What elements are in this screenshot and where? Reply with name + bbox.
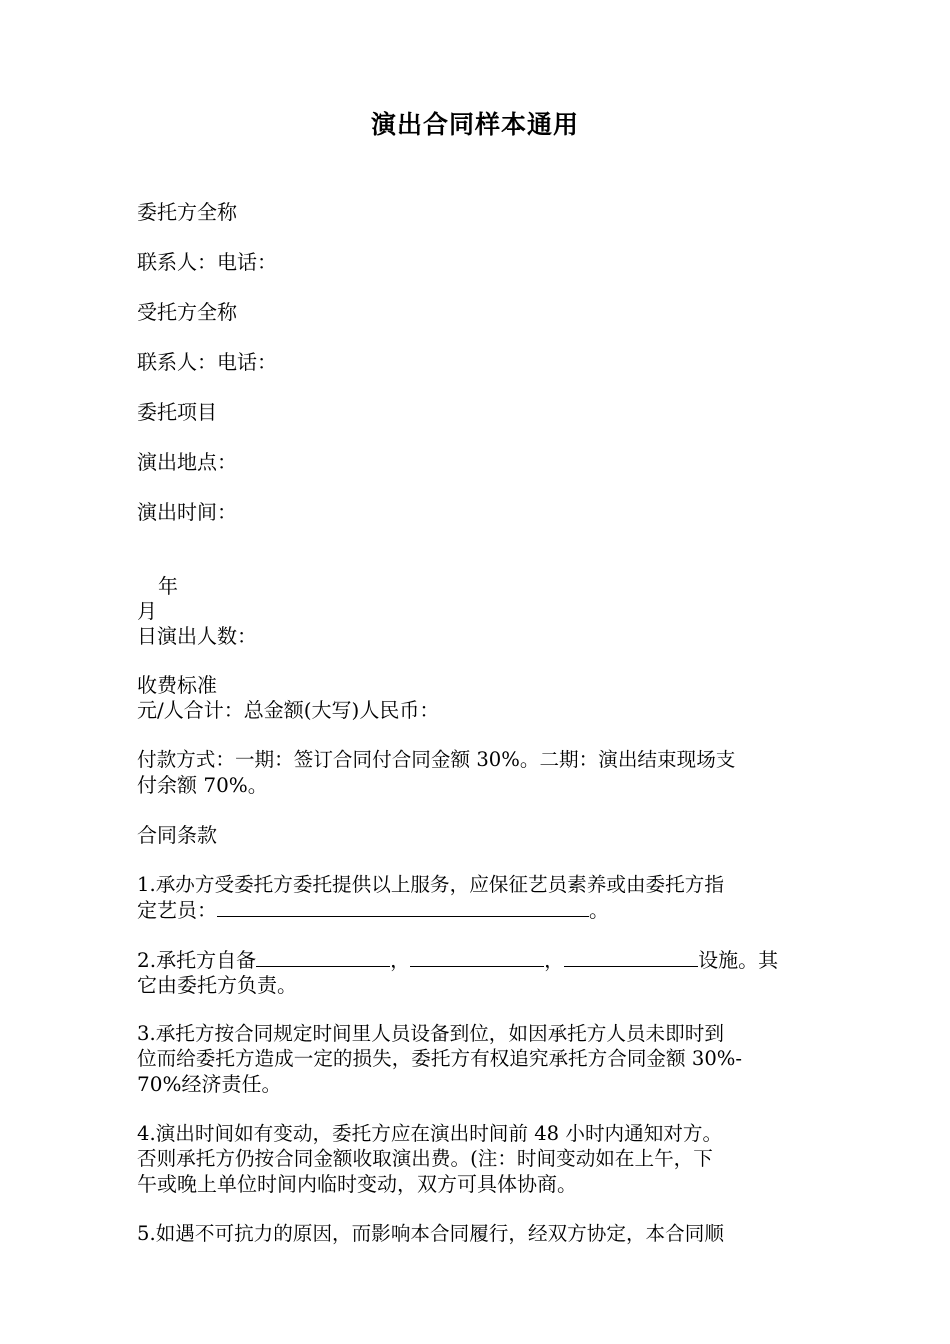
clause-1-period: 。 <box>589 898 609 922</box>
clause-3-line-1: 3.承托方按合同规定时间里人员设备到位，如因承托方人员未即时到 <box>137 1022 724 1045</box>
payment-line-1: 付款方式：一期：签订合同付合同金额 30%。二期：演出结束现场支 <box>137 748 736 771</box>
payment-line-2: 付余额 70%。 <box>137 773 268 797</box>
client-contact-label: 联系人：电话： <box>137 250 277 274</box>
venue-label: 演出地点： <box>137 450 237 474</box>
month-label: 月 <box>137 599 157 623</box>
terms-heading: 合同条款 <box>137 823 217 847</box>
client-name-label: 委托方全称 <box>137 200 237 224</box>
clause-4-line-2: 否则承托方仍按合同金额收取演出费。(注：时间变动如在上午，下 <box>137 1147 713 1170</box>
clause-2-line-2: 它由委托方负责。 <box>137 973 297 997</box>
agent-contact-label: 联系人：电话： <box>137 350 277 374</box>
equipment-blank-3 <box>564 948 698 967</box>
clause-2-comma-2: ， <box>544 948 565 972</box>
clause-3-line-3: 70%经济责任。 <box>137 1072 282 1096</box>
time-label: 演出时间： <box>137 500 237 524</box>
equipment-blank-1 <box>256 948 390 967</box>
clause-2-suffix: 设施。其 <box>698 948 779 972</box>
clause-1-line-1: 1.承办方受委托方委托提供以上服务，应保征艺员素养或由委托方指 <box>137 873 724 896</box>
document-title: 演出合同样本通用 <box>370 110 579 139</box>
clause-3-line-2: 位而给委托方造成一定的损失，委托方有权追究承托方合同金额 30%- <box>137 1047 743 1070</box>
clause-2-line-1 <box>137 947 817 973</box>
clause-4-line-1: 4.演出时间如有变动，委托方应在演出时间前 48 小时内通知对方。 <box>137 1122 723 1145</box>
clause-5-line-1: 5.如遇不可抗力的原因，而影响本合同履行，经双方协定，本合同顺 <box>137 1222 724 1245</box>
clause-1-line-2 <box>137 897 817 923</box>
clause-2-comma-1: ， <box>390 948 411 972</box>
designated-artist-blank <box>217 898 589 917</box>
agent-name-label: 受托方全称 <box>137 300 237 324</box>
clause-4-line-3: 午或晚上单位时间内临时变动，双方可具体协商。 <box>137 1172 577 1196</box>
equipment-blank-2 <box>410 948 544 967</box>
year-label: 年 <box>158 574 178 598</box>
day-people-label: 日演出人数： <box>137 624 257 648</box>
project-label: 委托项目 <box>137 400 217 424</box>
fee-standard-label: 收费标准 <box>137 673 217 697</box>
clause-1-designated-artist-label: 定艺员： <box>137 898 217 922</box>
clause-2-prefix: 2.承托方自备 <box>137 948 257 972</box>
fee-total-label: 元/人合计：总金额(大写)人民币： <box>137 698 440 722</box>
